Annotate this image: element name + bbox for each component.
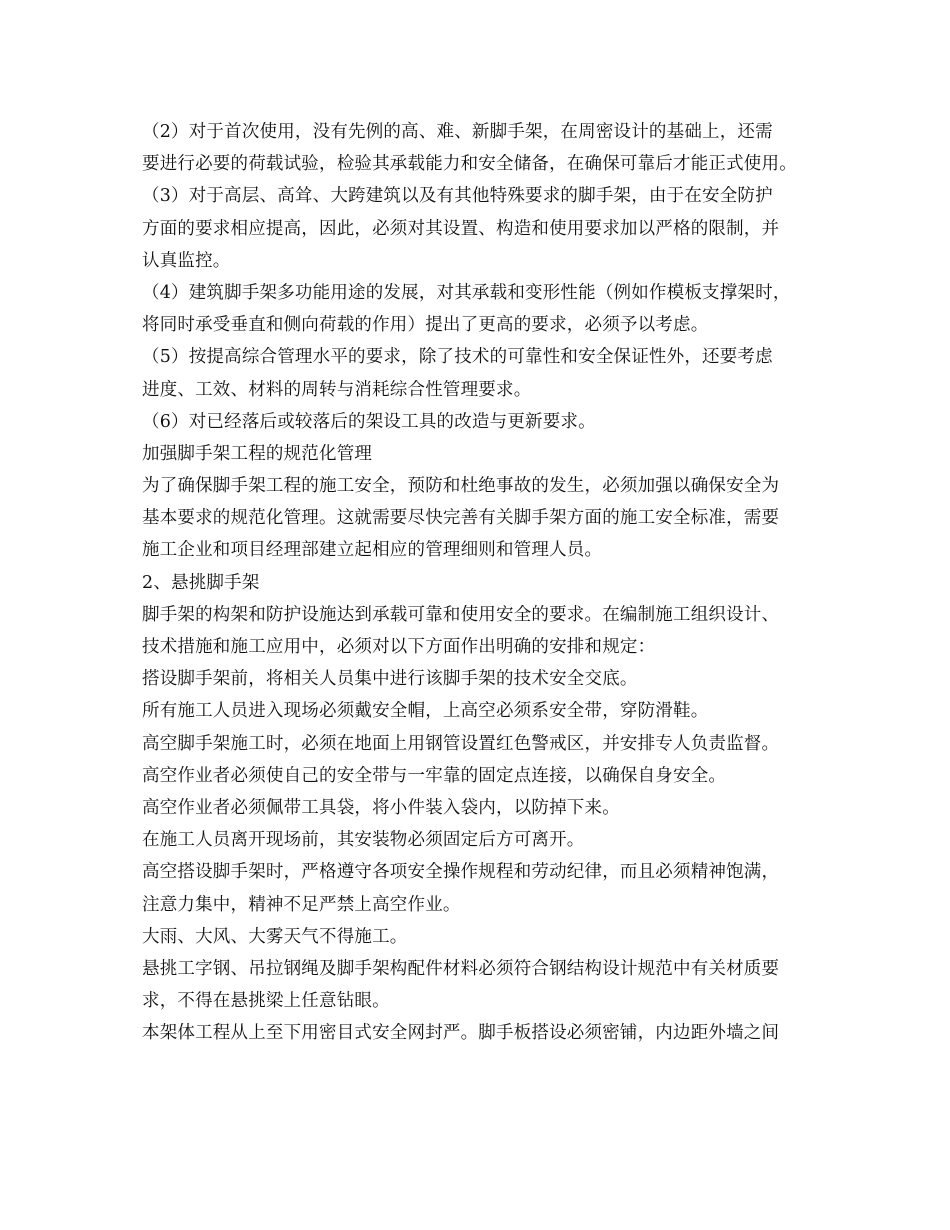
text-line: （4）建筑脚手架多功能用途的发展，对其承载和变形性能（例如作模板支撑架时， xyxy=(142,282,791,303)
text-line: （2）对于首次使用，没有先例的高、难、新脚手架，在周密设计的基础上，还需 xyxy=(142,122,773,142)
text-line: （3）对于高层、高耸、大跨建筑以及有其他特殊要求的脚手架，由于在安全防护 xyxy=(142,186,773,207)
text-line: 求，不得在悬挑梁上任意钻眼。 xyxy=(142,991,390,1012)
section-heading: 2、悬挑脚手架 xyxy=(142,572,260,593)
text-line: 方面的要求相应提高，因此，必须对其设置、构造和使用要求加以严格的限制，并 xyxy=(142,218,780,239)
text-line: 在施工人员离开现场前，其安装物必须固定后方可离开。 xyxy=(142,830,585,851)
text-line: 高空作业者必须使自己的安全带与一牢靠的固定点连接，以确保自身安全。 xyxy=(142,765,727,786)
text-line: 本架体工程从上至下用密目式安全网封严。脚手板搭设必须密铺，内边距外墙之间 xyxy=(142,1023,780,1044)
text-line: 高空作业者必须佩带工具袋，将小件装入袋内，以防掉下来。 xyxy=(142,797,620,818)
text-line: 搭设脚手架前，将相关人员集中进行该脚手架的技术安全交底。 xyxy=(142,669,638,690)
text-line: 高空脚手架施工时，必须在地面上用钢管设置红色警戒区，并安排专人负责监督。 xyxy=(142,733,780,754)
text-line: 将同时承受垂直和侧向荷载的作用）提出了更高的要求，必须予以考虑。 xyxy=(142,315,709,336)
text-line: （5）按提高综合管理水平的要求，除了技术的可靠性和安全保证性外，还要考虑 xyxy=(142,347,773,368)
text-line: 注意力集中，精神不足严禁上高空作业。 xyxy=(142,894,461,915)
text-line: （6）对已经落后或较落后的架设工具的改造与更新要求。 xyxy=(142,411,596,432)
text-line: 基本要求的规范化管理。这就需要尽快完善有关脚手架方面的施工安全标准，需要 xyxy=(142,508,780,529)
text-line: 技术措施和施工应用中，必须对以下方面作出明确的安排和规定： xyxy=(142,637,656,657)
text-line: 脚手架的构架和防护设施达到承载可靠和使用安全的要求。在编制施工组织设计、 xyxy=(142,604,780,625)
text-line: 为了确保脚手架工程的施工安全，预防和杜绝事故的发生，必须加强以确保安全为 xyxy=(142,476,780,497)
text-line: 施工企业和项目经理部建立起相应的管理细则和管理人员。 xyxy=(142,540,603,561)
text-line: 高空搭设脚手架时，严格遵守各项安全操作规程和劳动纪律，而且必须精神饱满， xyxy=(142,862,780,883)
text-line: 悬挑工字钢、吊拉钢绳及脚手架构配件材料必须符合钢结构设计规范中有关材质要 xyxy=(142,958,780,979)
text-line: 要进行必要的荷载试验，检验其承载能力和安全储备，在确保可靠后才能正式使用。 xyxy=(142,154,797,175)
section-heading: 加强脚手架工程的规范化管理 xyxy=(142,443,373,464)
document-body xyxy=(142,116,832,1049)
text-line: 进度、工效、材料的周转与消耗综合性管理要求。 xyxy=(142,379,532,400)
text-line: 大雨、大风、大雾天气不得施工。 xyxy=(142,926,408,947)
text-line: 所有施工人员进入现场必须戴安全帽，上高空必须系安全带，穿防滑鞋。 xyxy=(142,701,709,722)
text-line: 认真监控。 xyxy=(142,250,231,271)
